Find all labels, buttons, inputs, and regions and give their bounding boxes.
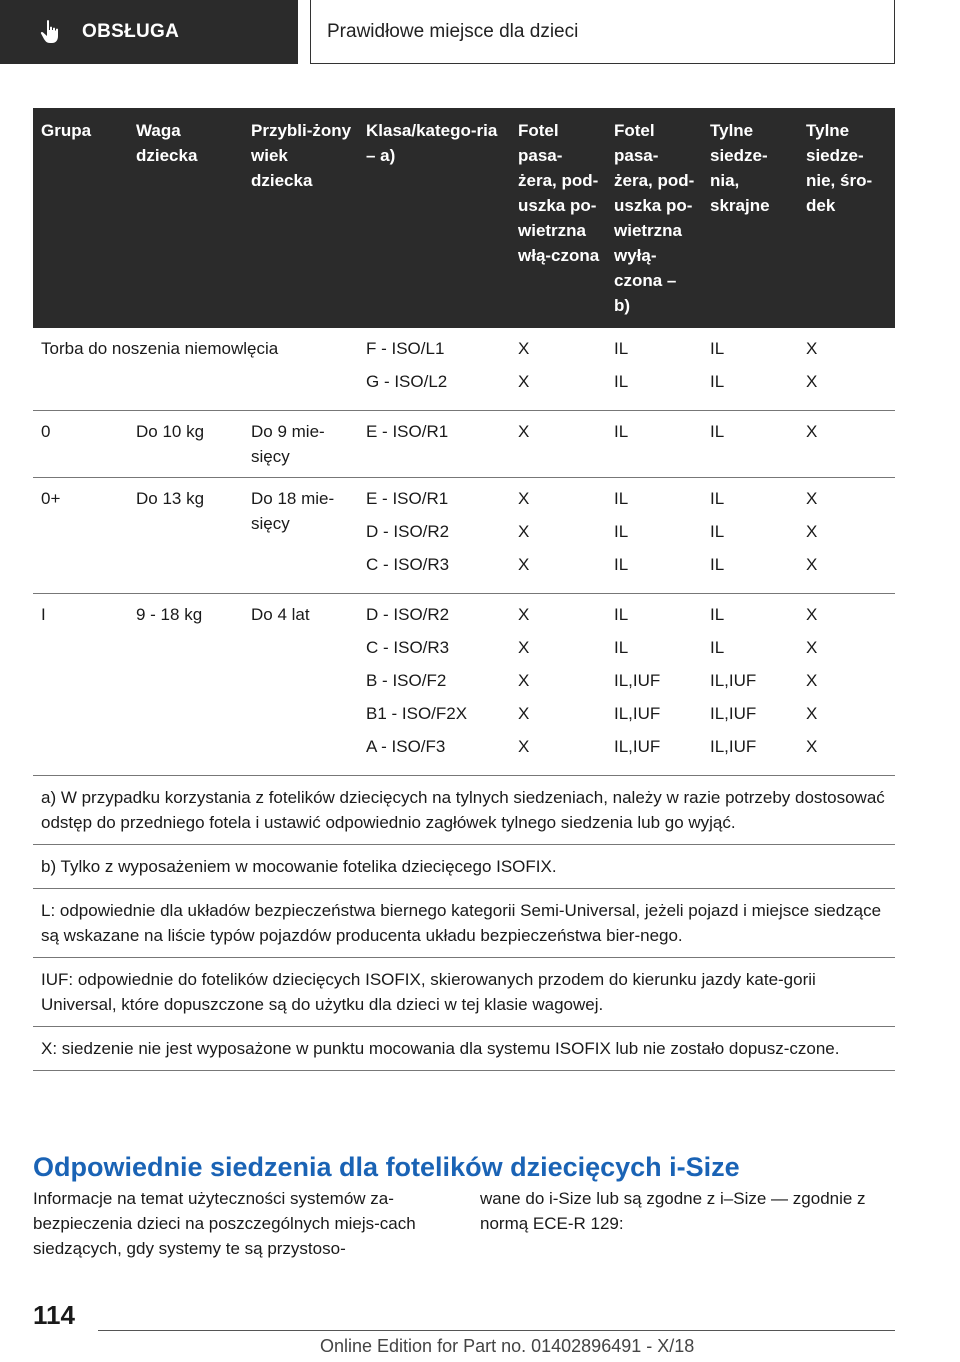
- table-note-row: [33, 958, 895, 1027]
- weight-cell: 9 - 18 kg: [128, 594, 243, 776]
- class-cell: D - ISO/R2 C - ISO/R3 B - ISO/F2 B1 - ISO/F2X A - ISO/F3: [358, 594, 510, 776]
- airbag-on-cell: X X X X X: [510, 594, 606, 776]
- section-heading: Odpowiednie siedzenia dla fotelików dziecięcych i-Size: [33, 1152, 740, 1182]
- rear-outer-cell: IL IL IL: [702, 478, 798, 594]
- body-text-right: wane do i-Size lub są zgodne z i–Size — zgodnie z normą ECE-R 129:: [480, 1189, 866, 1233]
- table-note-row: [33, 845, 895, 889]
- table-row: [33, 478, 895, 594]
- group-cell: 0: [33, 411, 128, 478]
- page-header: [0, 0, 960, 66]
- airbag-on-cell: X: [510, 411, 606, 478]
- col-header: Przybli-żony wiek dziecka: [243, 108, 358, 328]
- edition-text: Online Edition for Part no. 01402896491 - X/18: [320, 1336, 695, 1356]
- airbag-off-cell: IL IL IL: [606, 478, 702, 594]
- col-header: Tylne siedze-nia, skrajne: [702, 108, 798, 328]
- age-cell: Do 18 mie-sięcy: [243, 478, 358, 594]
- group-cell: 0+: [33, 478, 128, 594]
- airbag-off-cell: IL IL: [606, 328, 702, 411]
- table-note-row: [33, 776, 895, 845]
- rear-middle-cell: X X X: [798, 478, 895, 594]
- col-header: Tylne siedze-nie, śro-dek: [798, 108, 895, 328]
- class-cell: E - ISO/R1: [358, 411, 510, 478]
- col-header: Waga dziecka: [128, 108, 243, 328]
- legend-iuf: IUF: odpowiednie do fotelików dziecięcych ISOFIX, skierowanych przodem do kierunku jazdy kate-gorii Universal, które dopuszczone są do użytku dla dzieci w tej klasie wagowej.: [33, 958, 895, 1027]
- footnote-a: a) W przypadku korzystania z fotelików dziecięcych na tylnych siedzeniach, należy w razie potrzeby dostosować odstęp do przedniego fotela i ustawić odpowiednio zagłówek tylnego siedzenia lub go wyjąć.: [33, 776, 895, 845]
- footer-divider: [98, 1330, 895, 1331]
- child-seat-table: [33, 108, 895, 1071]
- table-row: [33, 328, 895, 411]
- table-header-row: [33, 108, 895, 328]
- airbag-on-cell: X X: [510, 328, 606, 411]
- class-cell: F - ISO/L1 G - ISO/L2: [358, 328, 510, 411]
- body-text-left: Informacje na temat użyteczności systemów za-bezpieczenia dzieci na poszczególnych miejs-cach siedzących, gdy systemy te są przystoso-: [33, 1189, 416, 1258]
- section-tab: [0, 0, 298, 64]
- rear-outer-cell: IL IL: [702, 328, 798, 411]
- age-cell: Do 4 lat: [243, 594, 358, 776]
- group-cell: I: [33, 594, 128, 776]
- col-header: Klasa/katego-ria – a): [358, 108, 510, 328]
- airbag-on-cell: X X X: [510, 478, 606, 594]
- legend-l: L: odpowiednie dla układów bezpieczeństwa biernego kategorii Semi-Universal, jeżeli pojazd i miejsce siedzące są wskazane na liście typów pojazdów producenta układu bezpieczeństwa bier-nego.: [33, 889, 895, 958]
- rear-middle-cell: X X: [798, 328, 895, 411]
- airbag-off-cell: IL: [606, 411, 702, 478]
- page-title: Prawidłowe miejsce dla dzieci: [327, 20, 579, 42]
- page-number: 114: [33, 1300, 75, 1330]
- hand-pointer-icon: [38, 19, 64, 45]
- rear-middle-cell: X: [798, 411, 895, 478]
- age-cell: Do 9 mie-sięcy: [243, 411, 358, 478]
- col-header: Fotel pasa-żera, pod-uszka po-wietrzna wyłą-czona – b): [606, 108, 702, 328]
- table-note-row: [33, 1027, 895, 1071]
- footnote-b: b) Tylko z wyposażeniem w mocowanie fotelika dziecięcego ISOFIX.: [33, 845, 895, 889]
- col-header: Fotel pasa-żera, pod-uszka po-wietrzna włą-czona: [510, 108, 606, 328]
- table-note-row: [33, 889, 895, 958]
- col-header: Grupa: [33, 108, 128, 328]
- rear-outer-cell: IL IL IL,IUF IL,IUF IL,IUF: [702, 594, 798, 776]
- weight-cell: Do 10 kg: [128, 411, 243, 478]
- rear-middle-cell: X X X X X: [798, 594, 895, 776]
- section-label: OBSŁUGA: [82, 21, 180, 42]
- group-cell: Torba do noszenia niemowlęcia: [33, 328, 358, 411]
- rear-outer-cell: IL: [702, 411, 798, 478]
- class-cell: E - ISO/R1 D - ISO/R2 C - ISO/R3: [358, 478, 510, 594]
- weight-cell: Do 13 kg: [128, 478, 243, 594]
- table-row: [33, 594, 895, 776]
- airbag-off-cell: IL IL IL,IUF IL,IUF IL,IUF: [606, 594, 702, 776]
- table-row: [33, 411, 895, 478]
- page-title-box: [310, 0, 895, 64]
- legend-x: X: siedzenie nie jest wyposażone w punktu mocowania dla systemu ISOFIX lub nie zostało dopusz-czone.: [33, 1027, 895, 1071]
